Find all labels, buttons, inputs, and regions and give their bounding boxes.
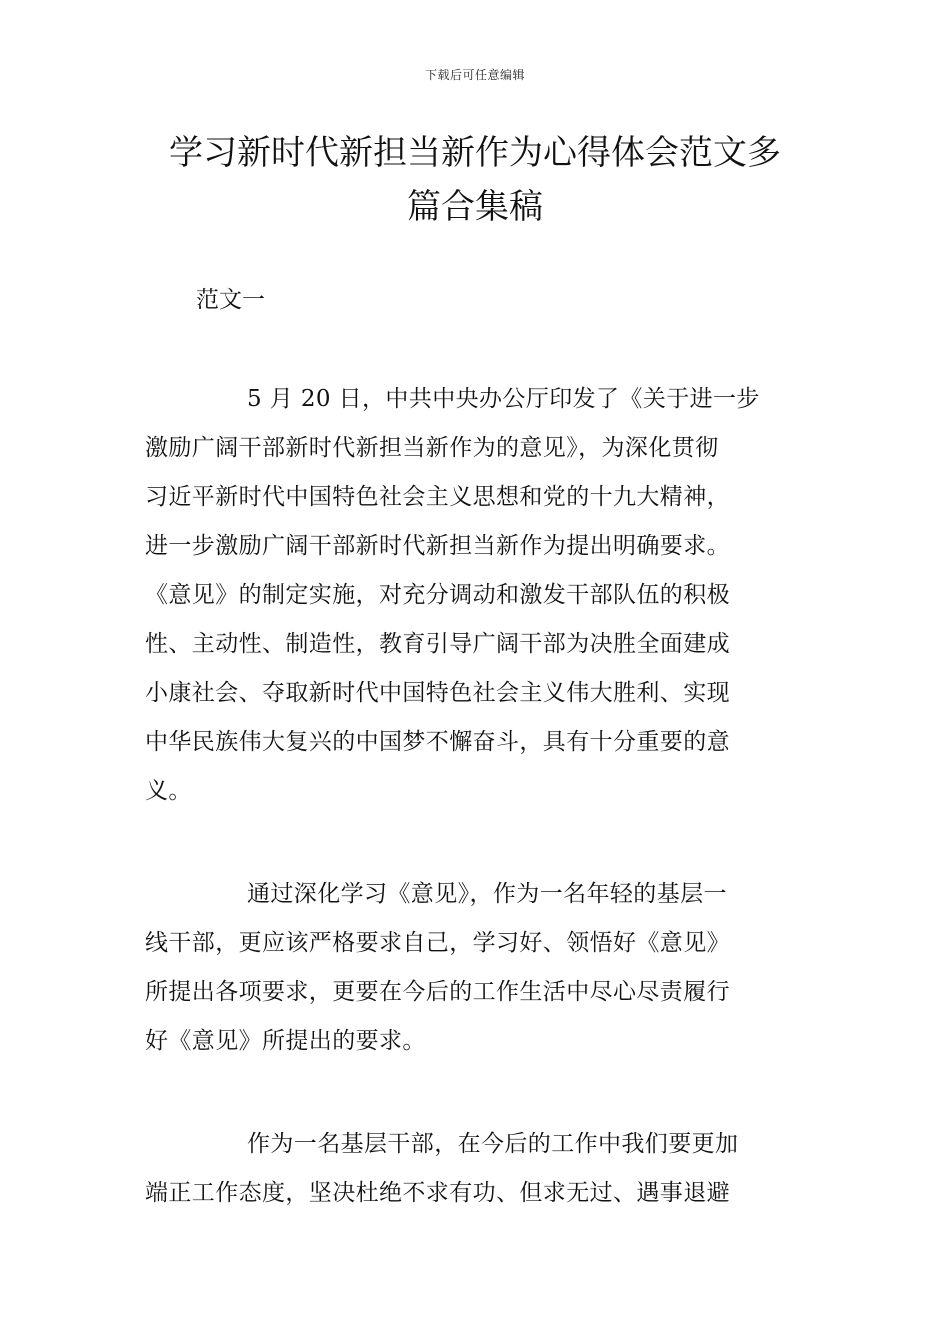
paragraph-line: 作为一名基层干部，在今后的工作中我们要更加 (247, 1131, 739, 1157)
paragraph-line: 性、主动性、制造性，教育引导广阔干部为决胜全面建成 (145, 631, 730, 657)
paragraph (145, 375, 807, 816)
paragraph (145, 870, 807, 1066)
paragraph-line: 义。 (145, 778, 192, 804)
title-line: 学习新时代新担当新作为心得体会范文多 (169, 133, 781, 173)
paragraph-line: 线干部，更应该严格要求自己，学习好、领悟好《意见》 (145, 930, 730, 956)
paragraph-line: 所提出各项要求，更要在今后的工作生活中尽心尽责履行 (145, 979, 730, 1005)
document-title (130, 126, 820, 234)
paragraph-line: 习近平新时代中国特色社会主义思想和党的十九大精神， (145, 484, 730, 510)
paragraph-line: 中华民族伟大复兴的中国梦不懈奋斗，具有十分重要的意 (145, 729, 730, 755)
paragraph-line: 端正工作态度，坚决杜绝不求有功、但求无过、遇事退避 (145, 1180, 730, 1206)
section-label: 范文一 (196, 287, 265, 313)
paragraph (145, 1120, 807, 1218)
header-note: 下载后可任意编辑 (424, 68, 525, 82)
paragraph-line: 《意见》的制定实施，对充分调动和激发干部队伍的积极 (145, 582, 730, 608)
paragraph-line: 5 月 20 日，中共中央办公厅印发了《关于进一步 (247, 386, 760, 412)
paragraph-line: 小康社会、夺取新时代中国特色社会主义伟大胜利、实现 (145, 680, 730, 706)
title-line: 篇合集稿 (407, 187, 543, 227)
paragraph-line: 激励广阔干部新时代新担当新作为的意见》，为深化贯彻 (145, 435, 719, 461)
paragraph-line: 通过深化学习《意见》，作为一名年轻的基层一 (247, 881, 727, 907)
paragraph-line: 好《意见》所提出的要求。 (145, 1028, 426, 1054)
paragraph-line: 进一步激励广阔干部新时代新担当新作为提出明确要求。 (145, 533, 730, 559)
